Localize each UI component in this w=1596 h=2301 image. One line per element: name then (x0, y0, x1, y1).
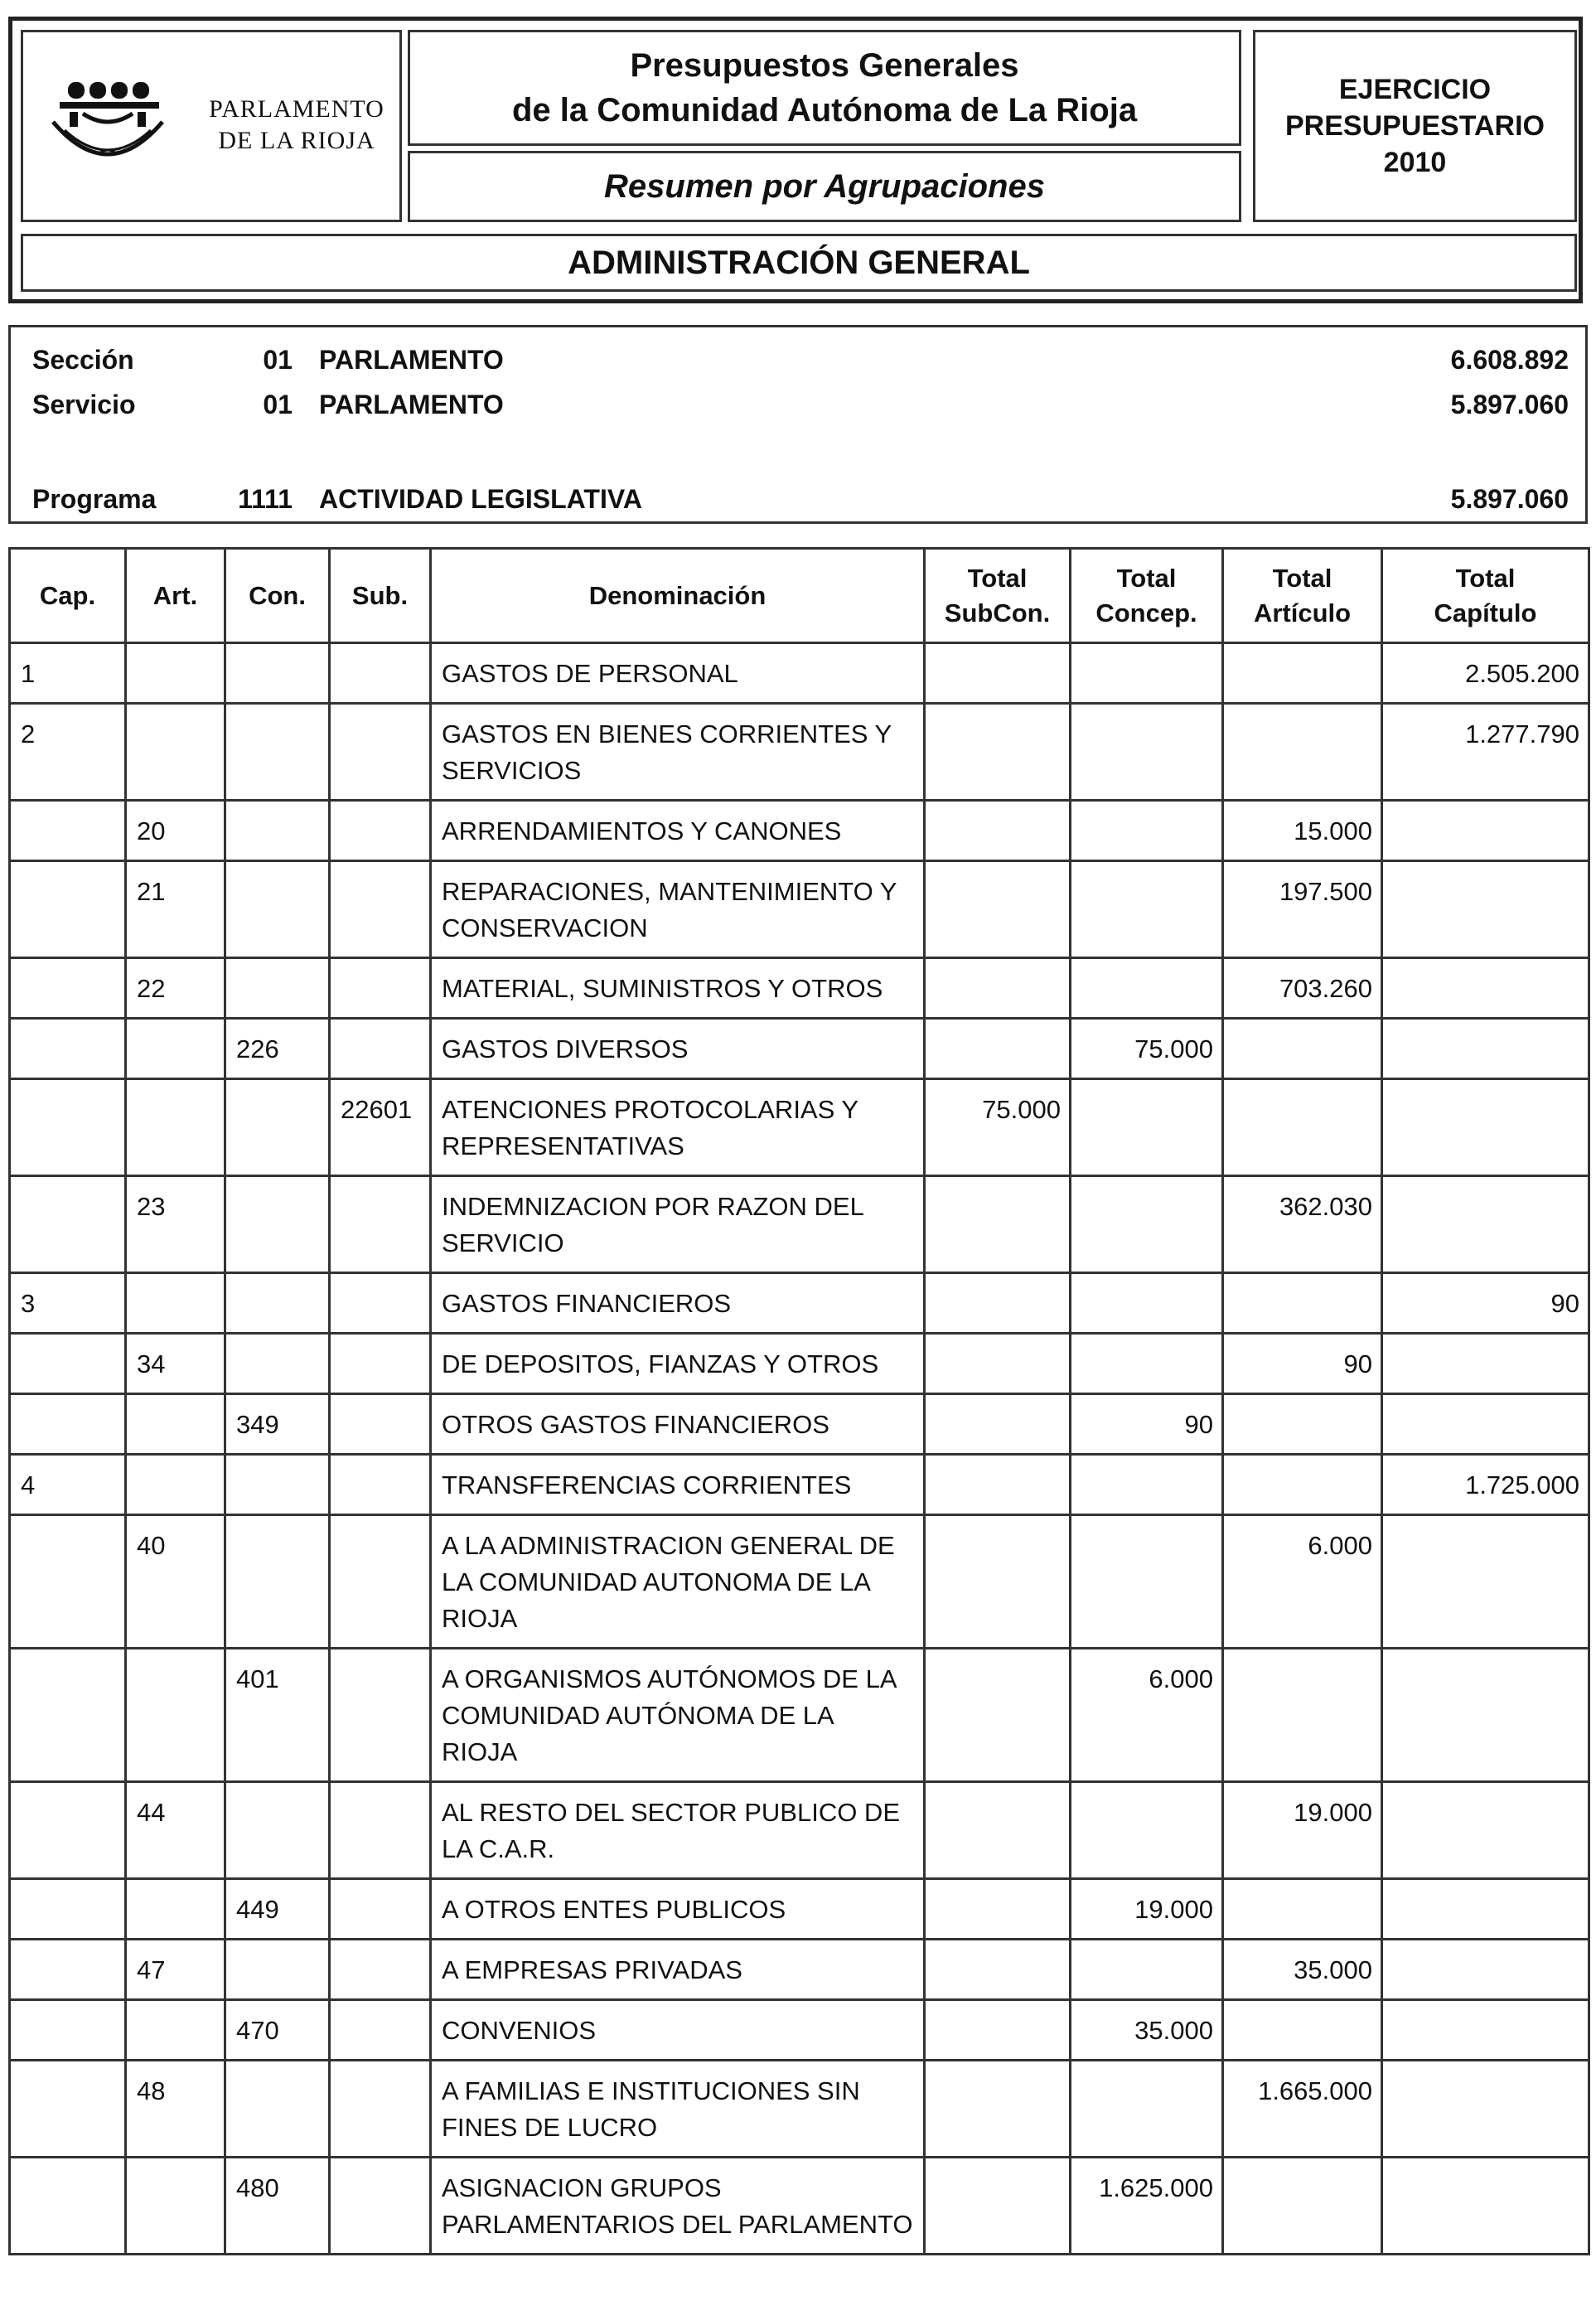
cell-total-capitulo: 2.505.200 (1382, 643, 1589, 704)
cell-cap (10, 1079, 126, 1176)
cell-con: 401 (225, 1649, 330, 1782)
cell-con (225, 861, 330, 958)
table-row (10, 1334, 1589, 1394)
seccion-amount: 6.608.892 (1450, 345, 1569, 375)
cell-cap (10, 1394, 126, 1455)
cell-total-subcon (925, 958, 1071, 1019)
cell-total-articulo (1223, 1079, 1382, 1176)
cell-total-subcon (925, 1649, 1071, 1782)
programa-name: ACTIVIDAD LEGISLATIVA (319, 484, 642, 514)
cell-con (225, 1515, 330, 1649)
cell-total-articulo: 90 (1223, 1334, 1382, 1394)
cell-total-articulo: 362.030 (1223, 1176, 1382, 1273)
seccion-name: PARLAMENTO (319, 345, 504, 375)
cell-total-concep (1071, 1515, 1223, 1649)
cell-denominacion: A ORGANISMOS AUTÓNOMOS DE LA COMUNIDAD AUTÓNOMA DE LA RIOJA (431, 1649, 925, 1782)
table-row (10, 1273, 1589, 1334)
cell-con (225, 1782, 330, 1879)
cell-sub (330, 1782, 431, 1879)
col-header-total-concep (1071, 549, 1223, 643)
cell-art (126, 1879, 225, 1940)
cell-total-subcon (925, 643, 1071, 704)
title-box (408, 30, 1241, 146)
cell-total-capitulo: 1.725.000 (1382, 1455, 1589, 1515)
cell-total-capitulo (1382, 1079, 1589, 1176)
programa-amount: 5.897.060 (1450, 484, 1569, 514)
cell-sub (330, 1273, 431, 1334)
cell-sub (330, 1649, 431, 1782)
cell-denominacion: CONVENIOS (431, 2000, 925, 2061)
cell-total-articulo: 197.500 (1223, 861, 1382, 958)
servicio-code: 01 (263, 390, 293, 419)
table-row (10, 2158, 1589, 2255)
cell-con (225, 958, 330, 1019)
col-header-total-concep-line-1: Total (1116, 563, 1177, 593)
cell-total-capitulo: 1.277.790 (1382, 704, 1589, 801)
cell-total-concep (1071, 1782, 1223, 1879)
cell-con: 349 (225, 1394, 330, 1455)
table-row (10, 643, 1589, 704)
logo-line-1: PARLAMENTO (209, 95, 384, 123)
cell-total-concep (1071, 1940, 1223, 2000)
table-row (10, 1176, 1589, 1273)
page-title-line-1: Presupuestos Generales (630, 47, 1019, 84)
col-header-total-concep-line-2: Concep. (1095, 598, 1197, 627)
cell-total-articulo (1223, 1019, 1382, 1079)
cell-art (126, 1649, 225, 1782)
cell-total-concep: 19.000 (1071, 1879, 1223, 1940)
table-row (10, 2000, 1589, 2061)
table-row (10, 1940, 1589, 2000)
cell-denominacion: INDEMNIZACION POR RAZON DEL SERVICIO (431, 1176, 925, 1273)
cell-art (126, 704, 225, 801)
seccion-code: 01 (263, 345, 293, 375)
cell-total-subcon (925, 1019, 1071, 1079)
cell-total-capitulo (1382, 1334, 1589, 1394)
col-header-art: Art. (126, 549, 225, 643)
cell-denominacion: AL RESTO DEL SECTOR PUBLICO DE LA C.A.R. (431, 1782, 925, 1879)
cell-cap (10, 1649, 126, 1782)
cell-total-articulo (1223, 2000, 1382, 2061)
fiscal-year-line-1: EJERCICIO (1338, 74, 1492, 105)
table-row (10, 704, 1589, 801)
cell-cap (10, 958, 126, 1019)
cell-denominacion: ATENCIONES PROTOCOLARIAS Y REPRESENTATIVAS (431, 1079, 925, 1176)
cell-total-subcon (925, 1455, 1071, 1515)
col-header-sub: Sub. (330, 549, 431, 643)
cell-total-concep (1071, 1334, 1223, 1394)
cell-total-subcon (925, 1879, 1071, 1940)
table-row (10, 1455, 1589, 1515)
cell-total-articulo (1223, 1879, 1382, 1940)
page-title-line-2: de la Comunidad Autónoma de La Rioja (511, 92, 1138, 128)
logo-text (197, 94, 396, 157)
cell-total-articulo: 35.000 (1223, 1940, 1382, 2000)
cell-total-concep: 1.625.000 (1071, 2158, 1223, 2255)
cell-denominacion: GASTOS DIVERSOS (431, 1019, 925, 1079)
table-row (10, 801, 1589, 861)
programa-row (11, 478, 1585, 520)
cell-total-concep (1071, 2061, 1223, 2158)
cell-con (225, 643, 330, 704)
cell-cap (10, 2158, 126, 2255)
cell-sub (330, 958, 431, 1019)
col-header-con: Con. (225, 549, 330, 643)
programa-code: 1111 (238, 484, 293, 514)
cell-cap (10, 1334, 126, 1394)
cell-denominacion: GASTOS DE PERSONAL (431, 643, 925, 704)
cell-art (126, 1273, 225, 1334)
cell-denominacion: DE DEPOSITOS, FIANZAS Y OTROS (431, 1334, 925, 1394)
cell-cap (10, 1940, 126, 2000)
cell-total-concep (1071, 704, 1223, 801)
cell-cap (10, 1176, 126, 1273)
cell-total-subcon (925, 1176, 1071, 1273)
cell-total-concep (1071, 1079, 1223, 1176)
cell-cap (10, 1879, 126, 1940)
cell-con (225, 2061, 330, 2158)
cell-sub (330, 1176, 431, 1273)
cell-total-articulo (1223, 643, 1382, 704)
table-row (10, 861, 1589, 958)
seccion-label: Sección (32, 345, 134, 375)
cell-total-subcon (925, 1782, 1071, 1879)
cell-con (225, 801, 330, 861)
cell-sub (330, 1019, 431, 1079)
cell-total-concep (1071, 1455, 1223, 1515)
subtitle-box (408, 151, 1241, 222)
cell-cap (10, 2000, 126, 2061)
cell-total-articulo: 703.260 (1223, 958, 1382, 1019)
col-header-denominacion: Denominación (431, 549, 925, 643)
cell-cap (10, 1019, 126, 1079)
cell-total-capitulo (1382, 2061, 1589, 2158)
table-row (10, 1019, 1589, 1079)
cell-art: 47 (126, 1940, 225, 2000)
cell-art: 21 (126, 861, 225, 958)
cell-total-articulo: 6.000 (1223, 1515, 1382, 1649)
cell-total-capitulo: 90 (1382, 1273, 1589, 1334)
cell-cap (10, 1515, 126, 1649)
table-row (10, 1394, 1589, 1455)
cell-total-articulo (1223, 1455, 1382, 1515)
table-row (10, 1079, 1589, 1176)
cell-total-articulo: 1.665.000 (1223, 2061, 1382, 2158)
cell-denominacion: A LA ADMINISTRACION GENERAL DE LA COMUNIDAD AUTONOMA DE LA RIOJA (431, 1515, 925, 1649)
cell-con (225, 1273, 330, 1334)
page-subtitle: Resumen por Agrupaciones (604, 167, 1045, 205)
cell-denominacion: ASIGNACION GRUPOS PARLAMENTARIOS DEL PARLAMENTO (431, 2158, 925, 2255)
cell-total-capitulo (1382, 1394, 1589, 1455)
cell-denominacion: A EMPRESAS PRIVADAS (431, 1940, 925, 2000)
admin-title: ADMINISTRACIÓN GENERAL (568, 244, 1030, 281)
col-header-total-articulo-line-2: Artículo (1253, 598, 1352, 627)
cell-sub (330, 2158, 431, 2255)
table-row (10, 1515, 1589, 1649)
cell-total-articulo: 19.000 (1223, 1782, 1382, 1879)
cell-sub (330, 1394, 431, 1455)
col-header-total-articulo (1223, 549, 1382, 643)
cell-total-subcon (925, 2158, 1071, 2255)
cell-con (225, 1079, 330, 1176)
cell-cap (10, 861, 126, 958)
servicio-label: Servicio (32, 390, 136, 419)
cell-total-subcon (925, 2061, 1071, 2158)
cell-total-capitulo (1382, 1176, 1589, 1273)
cell-art (126, 1455, 225, 1515)
cell-total-concep (1071, 1176, 1223, 1273)
fiscal-year-line-2: PRESUPUESTARIO (1285, 110, 1545, 142)
cell-art (126, 2000, 225, 2061)
cell-con: 470 (225, 2000, 330, 2061)
cell-sub (330, 1455, 431, 1515)
cell-sub: 22601 (330, 1079, 431, 1176)
cell-total-capitulo (1382, 1649, 1589, 1782)
cell-cap: 3 (10, 1273, 126, 1334)
cell-total-concep (1071, 958, 1223, 1019)
cell-total-articulo (1223, 1649, 1382, 1782)
cell-con (225, 704, 330, 801)
cell-total-articulo (1223, 2158, 1382, 2255)
budget-table (8, 547, 1590, 2255)
col-header-total-subcon-line-2: SubCon. (944, 598, 1051, 627)
cell-denominacion: MATERIAL, SUMINISTROS Y OTROS (431, 958, 925, 1019)
cell-total-subcon (925, 704, 1071, 801)
cell-sub (330, 2000, 431, 2061)
cell-denominacion: GASTOS EN BIENES CORRIENTES Y SERVICIOS (431, 704, 925, 801)
cell-denominacion: REPARACIONES, MANTENIMIENTO Y CONSERVACION (431, 861, 925, 958)
logo-line-2: DE LA RIOJA (218, 127, 375, 154)
cell-total-subcon (925, 1515, 1071, 1649)
fiscal-year-box (1253, 30, 1577, 222)
cell-total-subcon (925, 1334, 1071, 1394)
parliament-logo-icon (50, 70, 191, 178)
cell-total-concep: 35.000 (1071, 2000, 1223, 2061)
cell-sub (330, 2061, 431, 2158)
cell-total-capitulo (1382, 801, 1589, 861)
cell-denominacion: GASTOS FINANCIEROS (431, 1273, 925, 1334)
cell-cap (10, 1782, 126, 1879)
servicio-name: PARLAMENTO (319, 390, 504, 419)
cell-sub (330, 1940, 431, 2000)
table-header-row (10, 549, 1589, 643)
cell-cap: 1 (10, 643, 126, 704)
table-row (10, 1879, 1589, 1940)
table-row (10, 1649, 1589, 1782)
servicio-amount: 5.897.060 (1450, 390, 1569, 419)
cell-sub (330, 1879, 431, 1940)
cell-total-capitulo (1382, 1515, 1589, 1649)
cell-total-capitulo (1382, 958, 1589, 1019)
cell-cap (10, 2061, 126, 2158)
cell-total-subcon (925, 1394, 1071, 1455)
cell-sub (330, 643, 431, 704)
cell-con (225, 1176, 330, 1273)
cell-total-articulo: 15.000 (1223, 801, 1382, 861)
programa-label: Programa (32, 484, 157, 514)
cell-art (126, 1019, 225, 1079)
col-header-total-capitulo-line-2: Capítulo (1434, 598, 1537, 627)
cell-total-capitulo (1382, 2158, 1589, 2255)
cell-total-subcon (925, 1273, 1071, 1334)
cell-con: 480 (225, 2158, 330, 2255)
cell-total-articulo (1223, 704, 1382, 801)
cell-sub (330, 1334, 431, 1394)
cell-con: 226 (225, 1019, 330, 1079)
cell-sub (330, 801, 431, 861)
section-info-box (8, 325, 1588, 524)
cell-total-subcon (925, 2000, 1071, 2061)
cell-art: 48 (126, 2061, 225, 2158)
cell-denominacion: A OTROS ENTES PUBLICOS (431, 1879, 925, 1940)
cell-total-capitulo (1382, 1940, 1589, 2000)
cell-cap: 4 (10, 1455, 126, 1515)
col-header-total-capitulo (1382, 549, 1589, 643)
cell-art: 20 (126, 801, 225, 861)
cell-denominacion: OTROS GASTOS FINANCIEROS (431, 1394, 925, 1455)
col-header-total-subcon (925, 549, 1071, 643)
cell-denominacion: ARRENDAMIENTOS Y CANONES (431, 801, 925, 861)
cell-total-articulo (1223, 1273, 1382, 1334)
cell-art: 22 (126, 958, 225, 1019)
cell-total-concep (1071, 643, 1223, 704)
cell-sub (330, 1515, 431, 1649)
cell-total-capitulo (1382, 1019, 1589, 1079)
seccion-row (11, 339, 1585, 380)
cell-total-subcon (925, 801, 1071, 861)
cell-total-capitulo (1382, 861, 1589, 958)
col-header-total-capitulo-line-1: Total (1455, 563, 1516, 593)
table-row (10, 2061, 1589, 2158)
cell-art (126, 1079, 225, 1176)
cell-total-subcon (925, 861, 1071, 958)
cell-total-subcon (925, 1940, 1071, 2000)
col-header-total-subcon-line-1: Total (967, 563, 1028, 593)
budget-table-body (10, 643, 1589, 2255)
cell-art (126, 643, 225, 704)
cell-total-concep: 75.000 (1071, 1019, 1223, 1079)
cell-total-concep: 90 (1071, 1394, 1223, 1455)
cell-sub (330, 704, 431, 801)
cell-con (225, 1455, 330, 1515)
cell-sub (330, 861, 431, 958)
cell-art (126, 1394, 225, 1455)
col-header-cap: Cap. (10, 549, 126, 643)
admin-box (21, 234, 1577, 292)
cell-con (225, 1334, 330, 1394)
cell-total-capitulo (1382, 1782, 1589, 1879)
cell-art (126, 2158, 225, 2255)
servicio-row (11, 384, 1585, 425)
logo-box (21, 30, 402, 222)
cell-total-concep (1071, 1273, 1223, 1334)
cell-art: 40 (126, 1515, 225, 1649)
col-header-total-articulo-line-1: Total (1272, 563, 1332, 593)
fiscal-year-value: 2010 (1383, 147, 1447, 178)
cell-denominacion: A FAMILIAS E INSTITUCIONES SIN FINES DE LUCRO (431, 2061, 925, 2158)
cell-art: 23 (126, 1176, 225, 1273)
table-row (10, 1782, 1589, 1879)
cell-con: 449 (225, 1879, 330, 1940)
table-row (10, 958, 1589, 1019)
cell-total-articulo (1223, 1394, 1382, 1455)
cell-total-concep (1071, 801, 1223, 861)
cell-total-concep (1071, 861, 1223, 958)
cell-total-subcon: 75.000 (925, 1079, 1071, 1176)
cell-total-concep: 6.000 (1071, 1649, 1223, 1782)
cell-cap (10, 801, 126, 861)
cell-art: 44 (126, 1782, 225, 1879)
cell-total-capitulo (1382, 1879, 1589, 1940)
cell-denominacion: TRANSFERENCIAS CORRIENTES (431, 1455, 925, 1515)
cell-cap: 2 (10, 704, 126, 801)
cell-total-capitulo (1382, 2000, 1589, 2061)
cell-art: 34 (126, 1334, 225, 1394)
cell-con (225, 1940, 330, 2000)
